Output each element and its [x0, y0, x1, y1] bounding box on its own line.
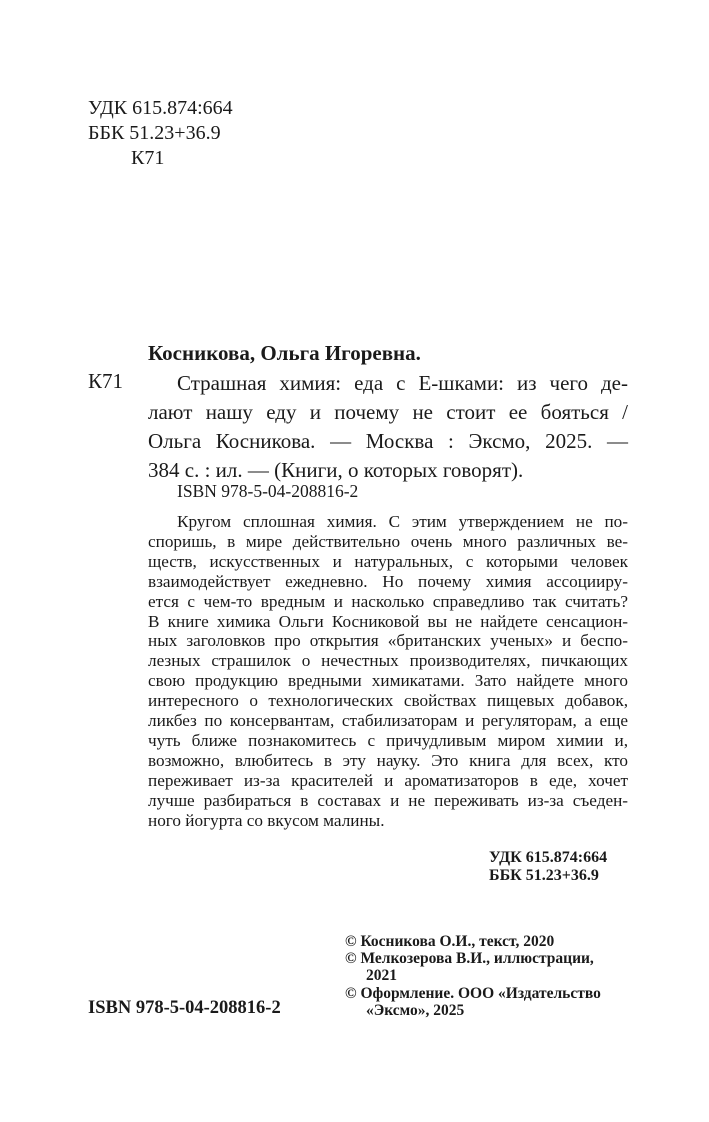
copyright-line: © Мелкозерова В.И., иллюстрации,	[345, 950, 594, 967]
footer-isbn: ISBN 978-5-04-208816-2	[88, 998, 281, 1018]
catalog-isbn: ISBN 978-5-04-208816-2	[177, 481, 359, 501]
catalog-title-line: лают нашу еду и почему не стоит ее бояться /	[148, 400, 628, 424]
annotation-line: чуть ближе познакомитесь с причудливым миром химии и,	[148, 730, 628, 750]
catalog-author-mark: К71	[88, 369, 124, 393]
header-udk: УДК 615.874:664	[88, 97, 233, 119]
catalog-author: Косникова, Ольга Игоревна.	[148, 341, 421, 365]
annotation-line: споришь, в мире действительно очень много различных ве-	[148, 531, 628, 551]
catalog-title-line: Ольга Косникова. — Москва : Эксмо, 2025. —	[148, 429, 628, 453]
copyright-line: © Оформление. ООО «Издательство	[345, 985, 601, 1002]
annotation-line: ликбез по консервантам, стабилизаторам и регуляторам, а еще	[148, 711, 628, 730]
annotation-line: взаимодействует ежедневно. Но почему химия ассоцииру-	[148, 571, 628, 591]
annotation-line: лезных страшилок о нечестных производителях, пичкающих	[148, 651, 628, 671]
annotation-line: В книге химика Ольги Косниковой вы не найдете сенсацион-	[148, 611, 628, 631]
annotation-line: ного йогурта со вкусом малины.	[148, 810, 385, 830]
catalog-title-line: Страшная химия: еда с Е-шками: из чего де-	[177, 371, 628, 395]
header-author-mark: К71	[131, 147, 165, 169]
annotation-line: ществ, искусственных и натуральных, с которыми человек	[148, 551, 628, 571]
annotation-line: интересного о технологических свойствах пищевых добавок,	[148, 691, 628, 711]
copyright-line: © Косникова О.И., текст, 2020	[345, 933, 555, 950]
catalog-title-line: 384 с. : ил. — (Книги, о которых говорят).	[148, 458, 524, 482]
annotation-line: Кругом сплошная химия. С этим утверждением не по-	[177, 512, 628, 531]
annotation-line: свою продукцию вредными химикатами. Зато найдете много	[148, 671, 628, 691]
header-bbk: ББК 51.23+36.9	[88, 122, 221, 144]
annotation-bbk: ББК 51.23+36.9	[489, 867, 599, 884]
annotation-udk: УДК 615.874:664	[489, 849, 608, 866]
annotation-line: лучше разбираться в составах и не переживать из-за съеден-	[148, 790, 628, 810]
annotation-line: переживает из-за красителей и ароматизаторов в еде, хочет	[148, 770, 628, 790]
copyright-line: 2021	[366, 967, 397, 984]
annotation-line: ных заголовков про открытия «британских ученых» и беспо-	[148, 631, 628, 651]
annotation-line: возможно, влюбитесь в эту науку. Это книга для всех, кто	[148, 750, 628, 770]
annotation-line: ется с чем-то вредным и насколько справедливо так считать?	[148, 591, 628, 611]
copyright-line: «Эксмо», 2025	[366, 1002, 465, 1019]
